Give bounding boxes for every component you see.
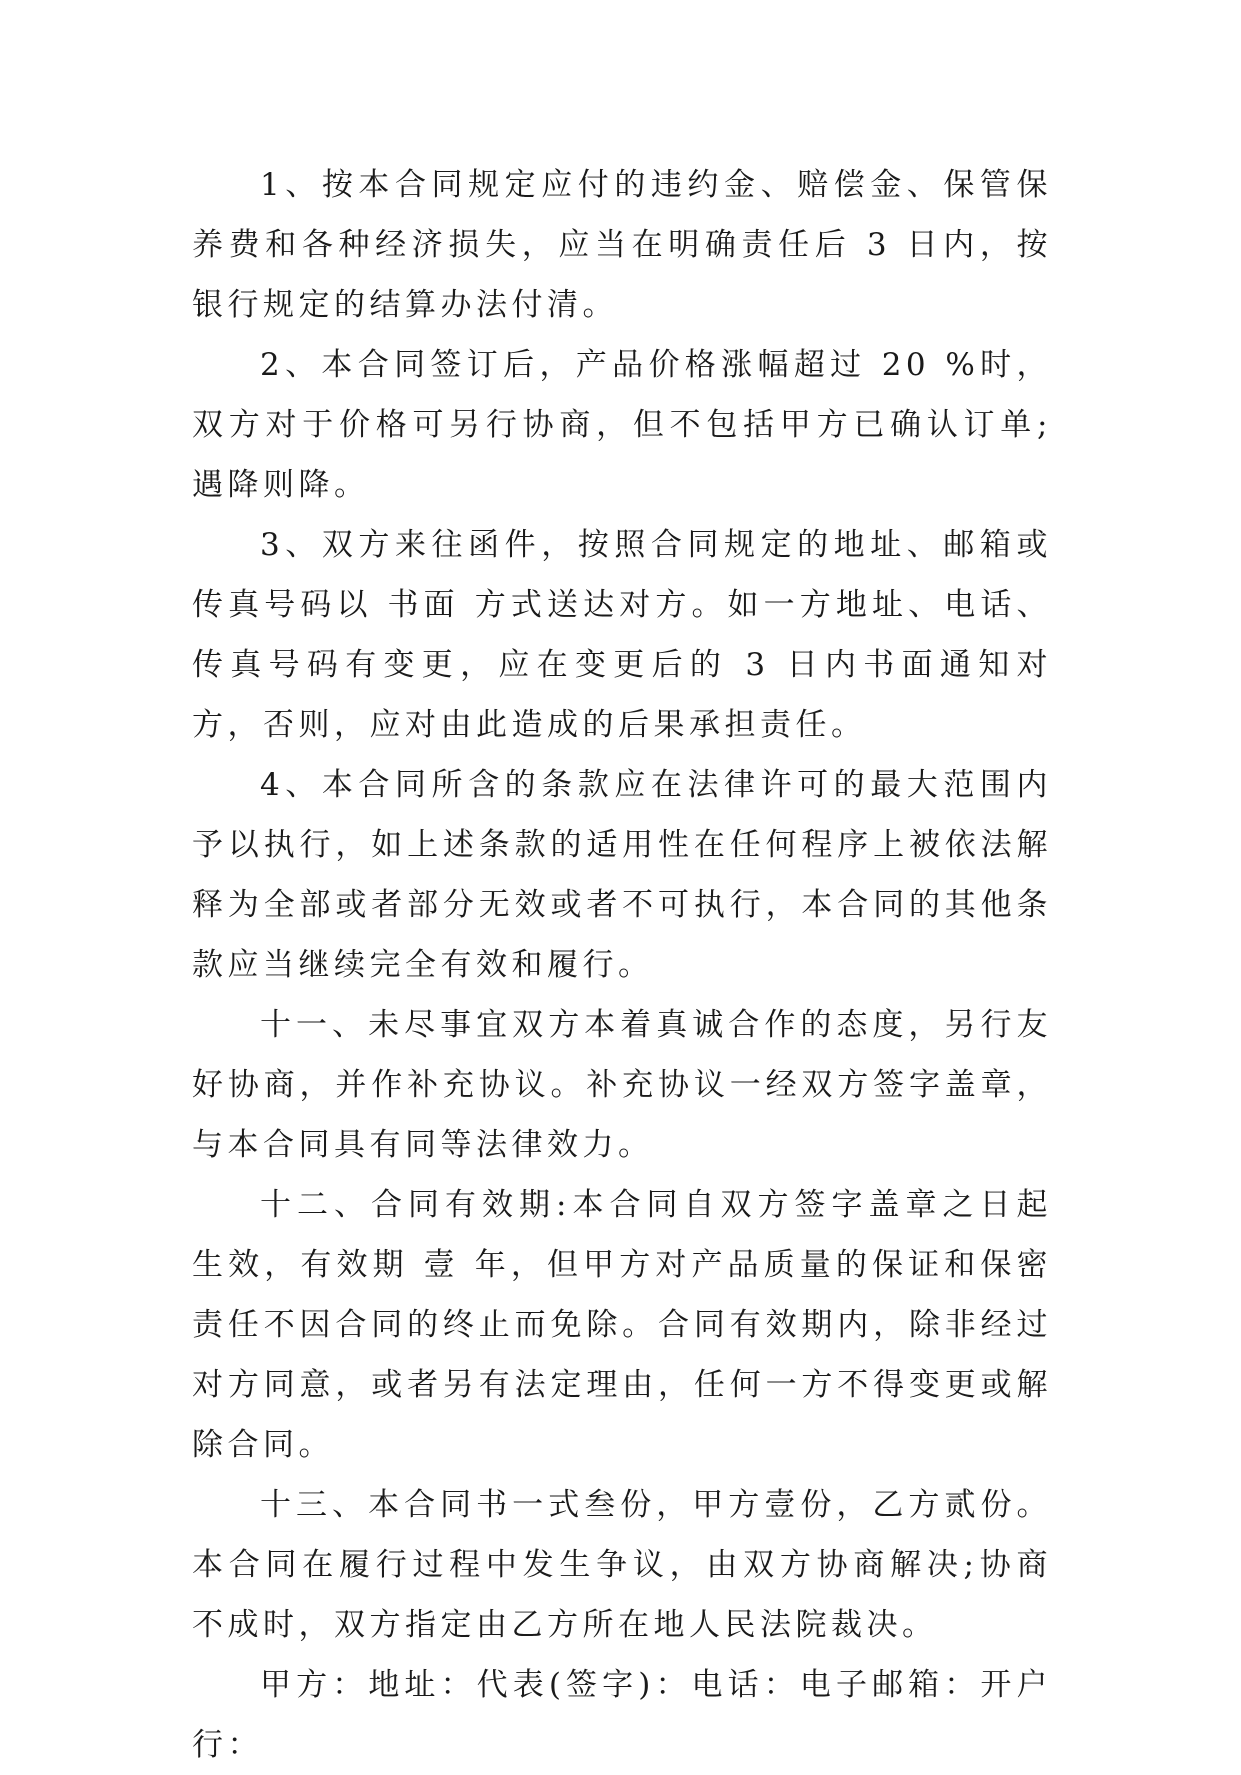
article-13-copies-disputes: 十三、本合同书一式叁份，甲方壹份，乙方贰份。本合同在履行过程中发生争议，由双方协商解决;协商不成时，双方指定由乙方所在地人民法院裁决。: [192, 1487, 1052, 1643]
clause-1-settlement: 1、按本合同规定应付的违约金、赔偿金、保管保养费和各种经济损失，应当在明确责任后 3 日内，按银行规定的结算办法付清。: [192, 167, 1052, 323]
party-a-signature-line: 甲方：地址：代表(签字)：电话：电子邮箱：开户行：: [192, 1667, 1052, 1763]
clause-2-price-adjustment: 2、本合同签订后，产品价格涨幅超过 20 %时，双方对于价格可另行协商，但不包括甲方已确认订单;遇降则降。: [192, 347, 1052, 503]
contract-body: [192, 155, 1052, 1775]
article-11-supplementary: 十一、未尽事宜双方本着真诚合作的态度，另行友好协商，并作补充协议。补充协议一经双方签字盖章，与本合同具有同等法律效力。: [192, 1007, 1052, 1163]
article-12-validity: 十二、合同有效期:本合同自双方签字盖章之日起生效，有效期 壹 年，但甲方对产品质量的保证和保密责任不因合同的终止而免除。合同有效期内，除非经过对方同意，或者另有法定理由，任何一方不得变更或解除合同。: [192, 1187, 1052, 1463]
clause-4-severability: 4、本合同所含的条款应在法律许可的最大范围内予以执行，如上述条款的适用性在任何程序上被依法解释为全部或者部分无效或者不可执行，本合同的其他条款应当继续完全有效和履行。: [192, 767, 1052, 983]
clause-3-correspondence: 3、双方来往函件，按照合同规定的地址、邮箱或传真号码以 书面 方式送达对方。如一方地址、电话、传真号码有变更，应在变更后的 3 日内书面通知对方，否则，应对由此造成的后果承担责任。: [192, 527, 1052, 743]
